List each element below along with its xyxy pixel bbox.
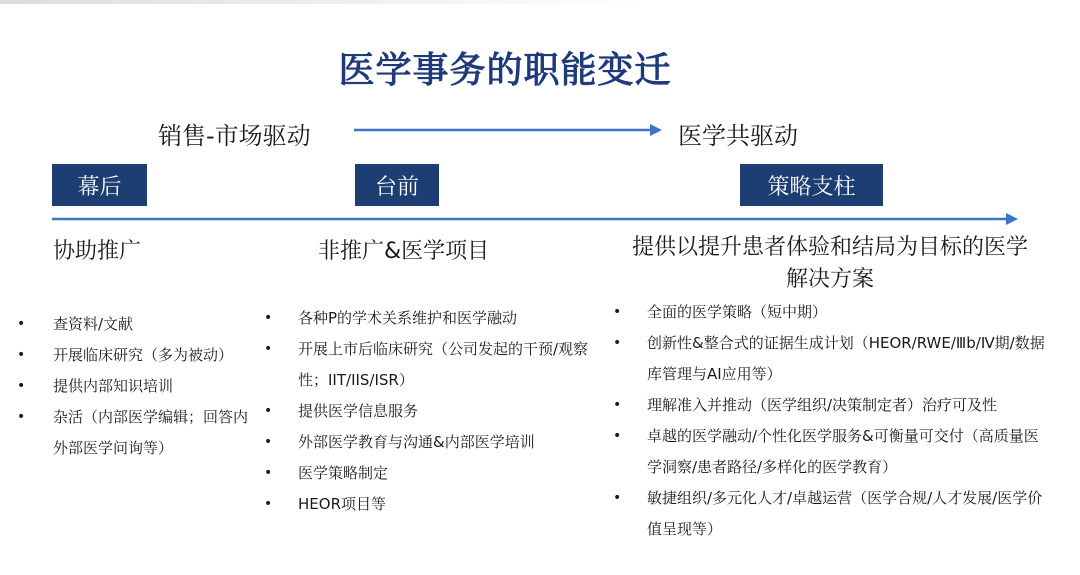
driver-arrow-icon (352, 122, 664, 138)
list-item: • 医学策略制定 (298, 458, 604, 489)
list-item: • 外部医学教育与沟通&内部医学培训 (298, 427, 604, 458)
stage-tag-backstage: 幕后 (52, 164, 147, 206)
slide-title: 医学事务的职能变迁 (338, 50, 672, 91)
driver-from-label: 销售-市场驱动 (158, 122, 311, 150)
list-item: • 提供内部知识培训 (53, 371, 253, 402)
list-item: • 卓越的医学融动/个性化医学服务&可衡量可交付（高质量医学洞察/患者路径/多样化的医学教育） (647, 421, 1052, 483)
list-item: • 各种P的学术关系维护和医学融动 (298, 303, 604, 334)
column-1-list (53, 309, 253, 464)
list-item: • 杂活（内部医学编辑；回答内外部医学问询等） (53, 402, 253, 464)
list-item: • 提供医学信息服务 (298, 396, 604, 427)
list-item: • 开展临床研究（多为被动） (53, 340, 253, 371)
column-3-list (647, 297, 1052, 545)
column-heading-non-promotion: 非推广&医学项目 (318, 239, 490, 264)
list-item: • HEOR项目等 (298, 489, 604, 520)
driver-to-label: 医学共驱动 (678, 122, 798, 150)
timeline-arrow-icon (52, 210, 1020, 228)
list-item: • 开展上市后临床研究（公司发起的干预/观察性；IIT/IIS/ISR） (298, 334, 604, 396)
column-heading-medical-solutions: 提供以提升患者体验和结局为目标的医学解决方案 (631, 235, 1028, 292)
top-edge-shade (0, 0, 1080, 4)
stage-tag-strategic-pillar: 策略支柱 (740, 164, 883, 206)
list-item: • 理解准入并推动（医学组织/决策制定者）治疗可及性 (647, 390, 1052, 421)
stage-tag-frontstage: 台前 (355, 164, 439, 206)
list-item: • 敏捷组织/多元化人才/卓越运营（医学合规/人才发展/医学价值呈现等） (647, 483, 1052, 545)
column-heading-assist-promotion: 协助推广 (53, 239, 142, 264)
list-item: • 查资料/文献 (53, 309, 253, 340)
list-item: • 创新性&整合式的证据生成计划（HEOR/RWE/Ⅲb/Ⅳ期/数据库管理与AI应用等） (647, 328, 1052, 390)
list-item: • 全面的医学策略（短中期） (647, 297, 1052, 328)
column-2-list (298, 303, 604, 520)
